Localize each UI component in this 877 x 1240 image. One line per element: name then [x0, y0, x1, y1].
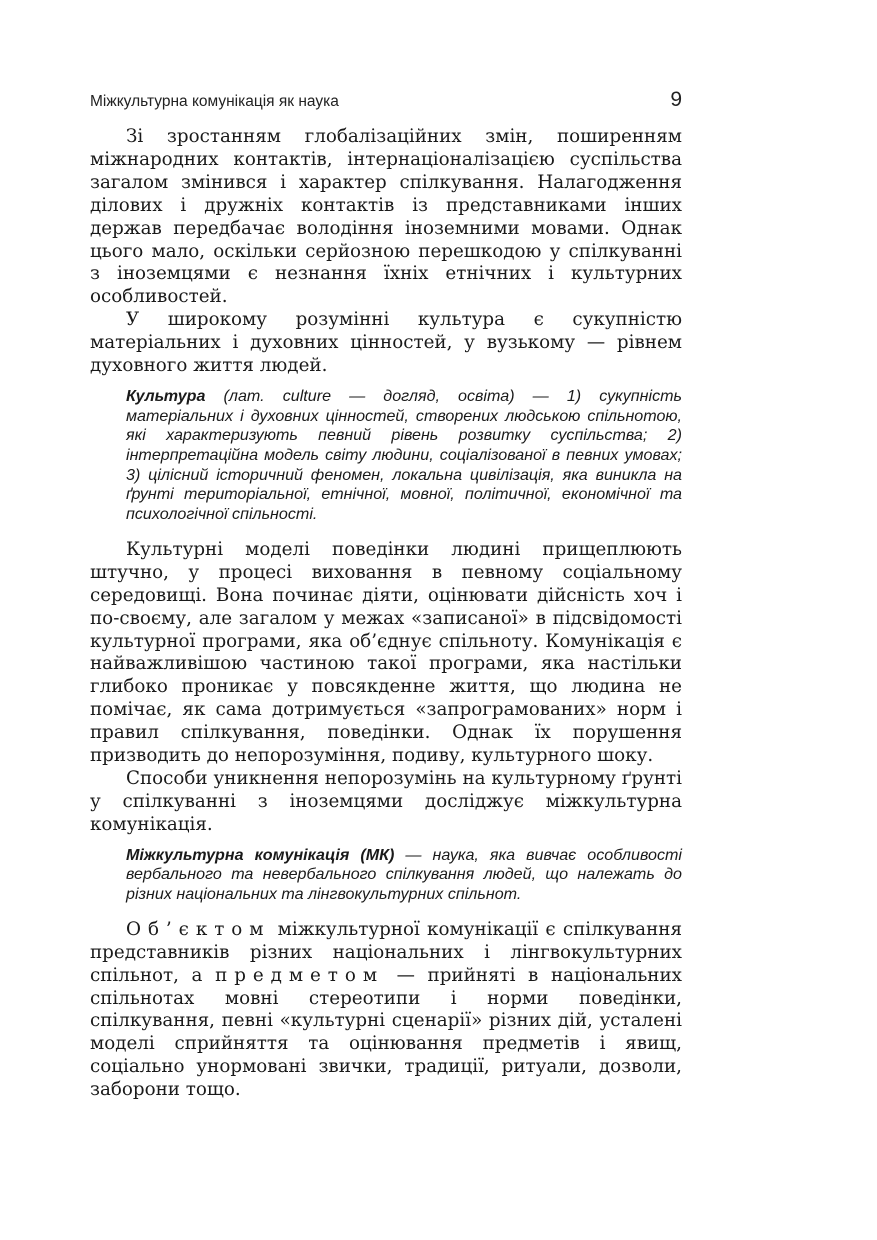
definition-text: — наука, яка вивчає особливості вербального та невербального спілкування людей, що належать до різних національних та лінгвокультурних спільнот. — [126, 845, 682, 904]
running-title: Міжкультурна комунікація як наука — [90, 93, 339, 110]
paragraph-culture-meaning: У широкому розумінні культура є сукупністю матеріальних і духовних цінностей, у вузькому — рівнем духовного життя людей. — [90, 309, 682, 377]
emphasis-subject: предметом — [215, 964, 385, 986]
book-page — [90, 88, 682, 1102]
emphasis-object: Об’єктом — [126, 918, 271, 940]
definition-intercultural-communication — [126, 846, 682, 905]
paragraph-cultural-models: Культурні моделі поведінки людині прищеплюють штучно, у процесі виховання в певному соціальному середовищі. Вона починає діяти, оцінювати дійсність хоч і по-своєму, але загалом у межах «записаної» в підсвідомості культурної програми, яка об’єднує спільноту. Комунікація є найважливішою частиною такої програми, яка настільки глибоко проникає у повсякденне життя, що людина не помічає, як сама дотримується «запрограмованих» норм і правил спілкування, поведінки. Однак їх порушення призводить до непорозуміння, подиву, культурного шоку. — [90, 538, 682, 767]
paragraph-avoiding-misunderstanding: Способи уникнення непорозумінь на культурному ґрунті у спілкуванні з іноземцями досліджує міжкультурна комунікація. — [90, 767, 682, 835]
definition-culture — [126, 387, 682, 525]
paragraph-text: — прийняті в національних спільнотах мовні стереотипи і норми поведінки, спілкування, певні «культурні сценарії» різних дій, усталені моделі сприйняття та оцінювання предметів і явищ, соціально унормовані звички, традиції, ритуали, дозволи, заборони тощо. — [90, 964, 682, 1101]
page-number: 9 — [670, 88, 682, 111]
definition-term: Культура — [126, 386, 206, 405]
definition-text: (лат. culture — догляд, освіта) — 1) сукупність матеріальних і духовних цінностей, створених людською спільнотою, які характеризують певний рівень розвитку суспільства; 2) інтерпретаційна модель світу людини, соціалізованої в певних умовах; 3) цілісний історичний феномен, локальна цивілізація, яка виникла на ґрунті територіальної, етнічної, мовної, політичної, економічної та психологічної спільності. — [126, 386, 682, 524]
paragraph-object-subject — [90, 919, 682, 1102]
paragraph-globalization: Зі зростанням глобалізаційних змін, поширенням міжнародних контактів, інтернаціоналізацією суспільства загалом змінився і характер спілкування. Налагодження ділових і дружніх контактів із представниками інших держав передбачає володіння іноземними мовами. Однак цього мало, оскільки серйозною перешкодою у спілкуванні з іноземцями є незнання їхніх етнічних і культурних особливостей. — [90, 126, 682, 308]
paragraph-text: міжкультурної комунікації є спілкування представників різних національних і лінгвокультурних спільнот, а — [90, 918, 682, 986]
page-header — [90, 88, 682, 116]
definition-term: Міжкультурна комунікація (МК) — [126, 845, 395, 864]
